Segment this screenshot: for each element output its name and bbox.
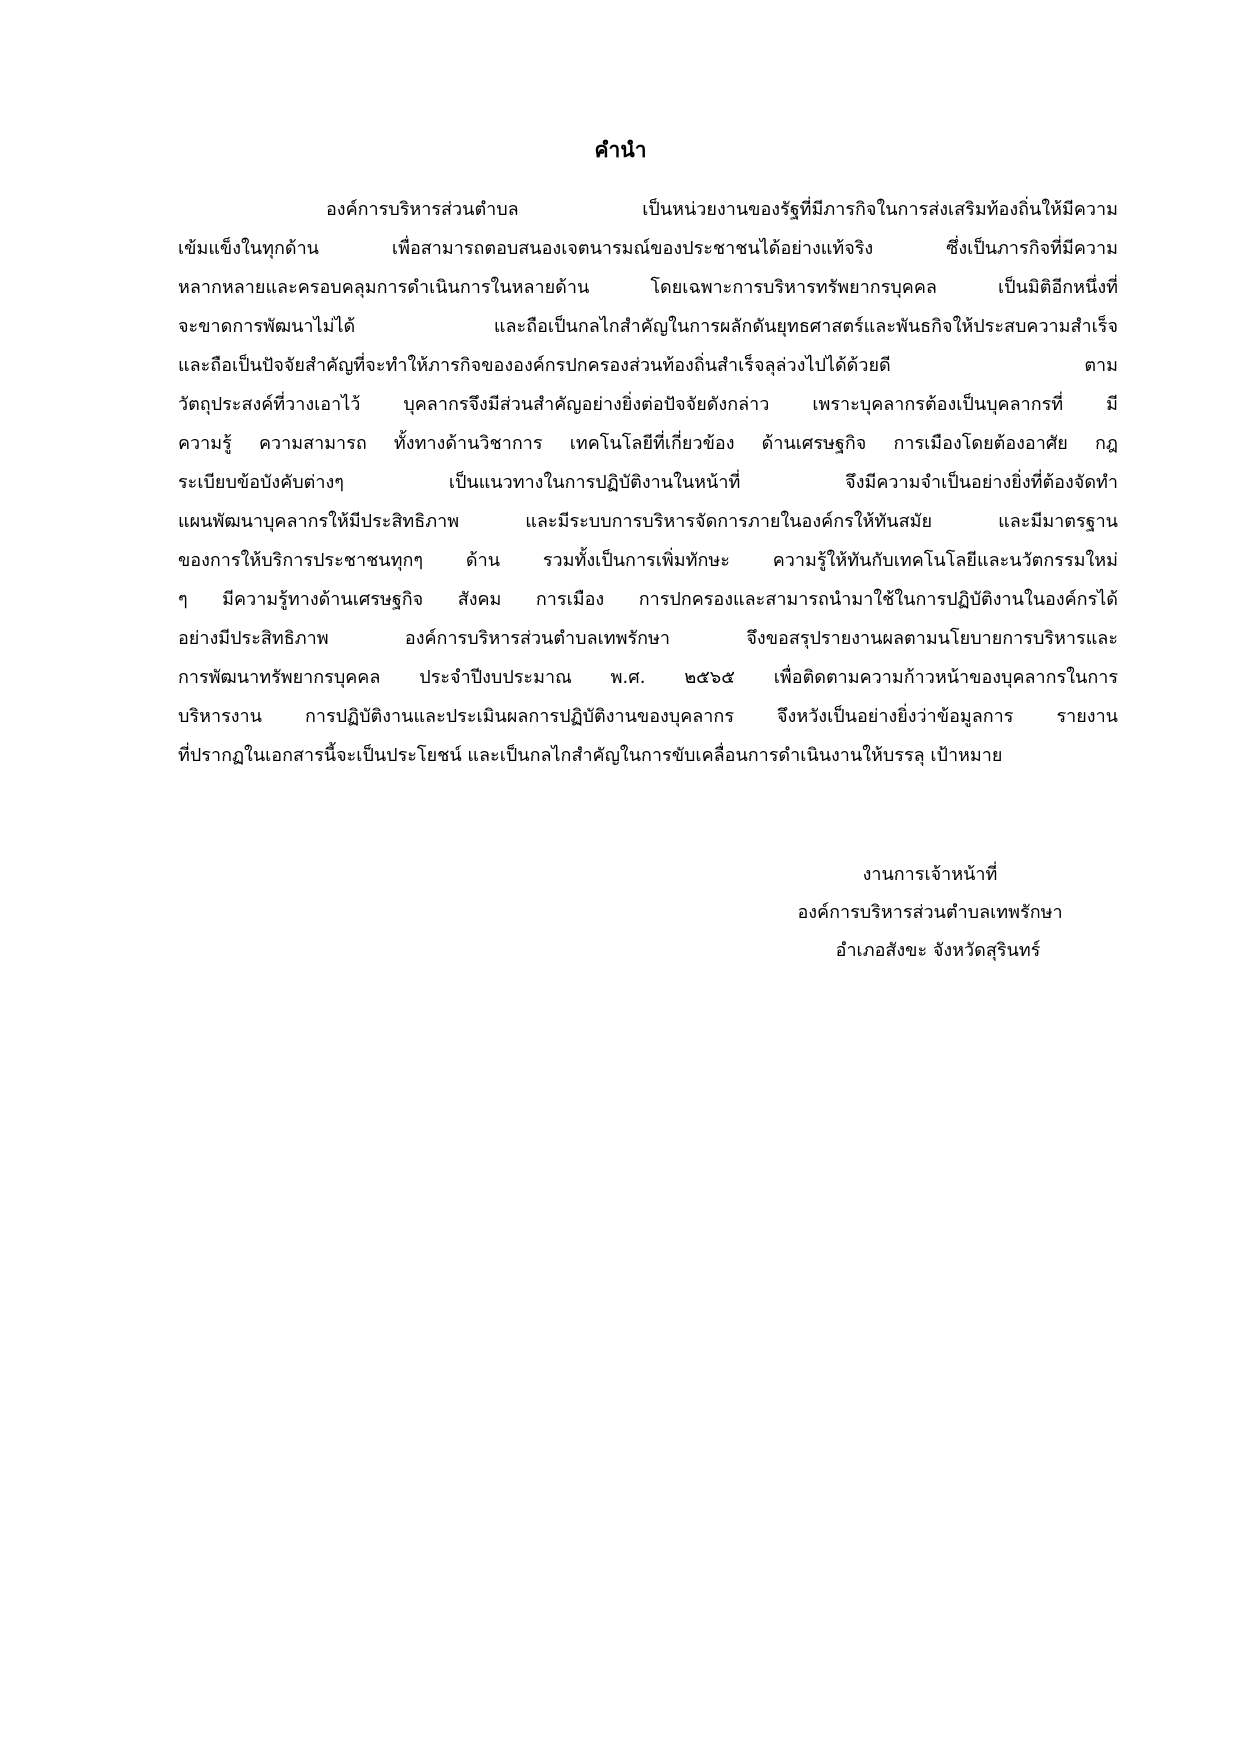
document-title: คำนำ: [594, 138, 647, 162]
paragraph-line: ที่ปรากฏในเอกสารนี้จะเป็นประโยชน์ และเป็นกลไกสำคัญในการขับเคลื่อนการดำเนินงานให้บรรลุ เป้าหมาย: [178, 745, 1003, 766]
preface-paragraph: [178, 190, 1118, 775]
paragraph-line: เข้มแข็งในทุกด้าน เพื่อสามารถตอบสนองเจตนารมณ์ของประชาชนได้อย่างแท้จริง ซึ่งเป็นภารกิจที่มีความ: [178, 238, 1118, 259]
signature-block: [760, 856, 1100, 970]
signature-organization: องค์การบริหารส่วนตำบลเทพรักษา: [797, 902, 1063, 923]
paragraph-line: ของการให้บริการประชาชนทุกๆ ด้าน รวมทั้งเป็นการเพิ่มทักษะ ความรู้ให้ทันกับเทคโนโลยีและนวัตกรรมใหม่: [178, 550, 1118, 571]
signature-department: งานการเจ้าหน้าที่: [862, 864, 998, 885]
paragraph-line: อย่างมีประสิทธิภาพ องค์การบริหารส่วนตำบลเทพรักษา จึงขอสรุปรายงานผลตามนโยบายการบริหารและ: [178, 628, 1118, 649]
paragraph-line: องค์การบริหารส่วนตำบล เป็นหน่วยงานของรัฐที่มีภารกิจในการส่งเสริมท้องถิ่นให้มีความ: [326, 199, 1118, 220]
paragraph-line: หลากหลายและครอบคลุมการดำเนินการในหลายด้าน โดยเฉพาะการบริหารทรัพยากรบุคคล เป็นมิติอีกหนึ่งที่: [178, 277, 1118, 298]
paragraph-line: ๆ มีความรู้ทางด้านเศรษฐกิจ สังคม การเมือง การปกครองและสามารถนำมาใช้ในการปฏิบัติงานในองค์กรได้: [178, 589, 1118, 610]
paragraph-line: การพัฒนาทรัพยากรบุคคล ประจำปีงบประมาณ พ.ศ. ๒๕๖๕ เพื่อติดตามความก้าวหน้าของบุคลากรในการ: [178, 667, 1118, 688]
paragraph-line: วัตถุประสงค์ที่วางเอาไว้ บุคลากรจึงมีส่วนสำคัญอย่างยิ่งต่อปัจจัยดังกล่าว เพราะบุคลากรต้องเป็นบุคลากรที่ มี: [178, 394, 1118, 415]
paragraph-line: ระเบียบข้อบังคับต่างๆ เป็นแนวทางในการปฏิบัติงานในหน้าที่ จึงมีความจำเป็นอย่างยิ่งที่ต้องจัดทำ: [178, 472, 1118, 493]
paragraph-line: แผนพัฒนาบุคลากรให้มีประสิทธิภาพ และมีระบบการบริหารจัดการภายในองค์กรให้ทันสมัย และมีมาตรฐาน: [178, 511, 1118, 532]
paragraph-line: บริหารงาน การปฏิบัติงานและประเมินผลการปฏิบัติงานของบุคลากร จึงหวังเป็นอย่างยิ่งว่าข้อมูลการ รายงาน: [178, 706, 1118, 727]
paragraph-line: และถือเป็นปัจจัยสำคัญที่จะทำให้ภารกิจขององค์กรปกครองส่วนท้องถิ่นสำเร็จลุล่วงไปได้ด้วยดี ตาม: [178, 355, 1118, 376]
paragraph-line: จะขาดการพัฒนาไม่ได้ และถือเป็นกลไกสำคัญในการผลักดันยุทธศาสตร์และพันธกิจให้ประสบความสำเร็จ: [178, 316, 1118, 337]
paragraph-line: ความรู้ ความสามารถ ทั้งทางด้านวิชาการ เทคโนโลยีที่เกี่ยวข้อง ด้านเศรษฐกิจ การเมืองโดยต้องอาศัย กฎ: [178, 433, 1118, 454]
signature-location: อำเภอสังขะ จังหวัดสุรินทร์: [835, 940, 1041, 961]
